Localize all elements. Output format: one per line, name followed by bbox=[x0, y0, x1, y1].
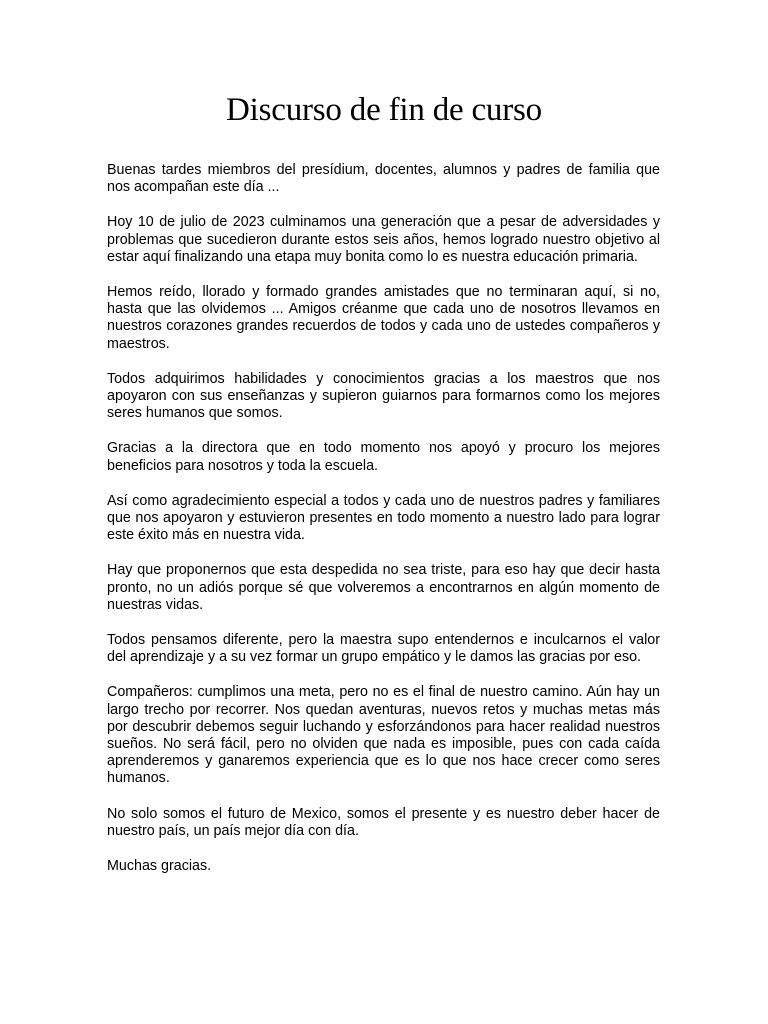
paragraph-closing: Muchas gracias. bbox=[107, 858, 212, 875]
paragraph-greeting: Buenas tardes miembros del presídium, docentes, alumnos y padres de familia que nos acompañan este día ... bbox=[107, 162, 660, 196]
paragraph-teacher-thanks: Todos pensamos diferente, pero la maestra supo entendernos e inculcarnos el valor del aprendizaje y a su vez formar un grupo empático y le damos las gracias por eso. bbox=[107, 632, 660, 666]
paragraph-farewell: Hay que proponernos que esta despedida no sea triste, para eso hay que decir hasta pronto, no un adiós porque sé que volveremos a encontrarnos en algún momento de nuestras vidas. bbox=[107, 562, 660, 613]
paragraph-teachers: Todos adquirimos habilidades y conocimientos gracias a los maestros que nos apoyaron con sus enseñanzas y supieron guiarnos para formarnos como los mejores seres humanos que somos. bbox=[107, 370, 660, 422]
paragraph-future: No solo somos el futuro de Mexico, somos el presente y es nuestro deber hacer de nuestro país, un país mejor día con día. bbox=[107, 805, 660, 839]
paragraph-parents: Así como agradecimiento especial a todos y cada uno de nuestros padres y familiares que nos apoyaron y estuvieron presentes en todo momento a nuestro lado para lograr este éxito más en nuestra vida. bbox=[107, 492, 660, 544]
paragraph-classmates: Compañeros: cumplimos una meta, pero no es el final de nuestro camino. Aún hay un largo trecho por recorrer. Nos quedan aventuras, nuevos retos y muchas metas más por descubrir debemos seguir luchando y esforzándonos para hacer realidad nuestros sueños. No será fácil, pero no olviden que nada es imposible, pues con cada caída aprenderemos y ganaremos experiencia que es lo que nos hace crecer como seres humanos. bbox=[107, 684, 660, 787]
paragraph-friendships: Hemos reído, llorado y formado grandes amistades que no terminaran aquí, si no, hasta que las olvidemos ... Amigos créanme que cada uno de nosotros llevamos en nuestros corazones grandes recuerdos de todos y cada uno de ustedes compañeros y maestros. bbox=[107, 284, 660, 352]
paragraph-generation: Hoy 10 de julio de 2023 culminamos una generación que a pesar de adversidades y problemas que sucedieron durante estos seis años, hemos logrado nuestro objetivo al estar aquí finalizando una etapa muy bonita como lo es nuestra educación primaria. bbox=[107, 214, 660, 265]
document-body bbox=[107, 162, 660, 875]
document-title: Discurso de fin de curso bbox=[226, 92, 542, 128]
paragraph-director: Gracias a la directora que en todo momento nos apoyó y procuro los mejores beneficios para nosotros y toda la escuela. bbox=[107, 440, 660, 474]
